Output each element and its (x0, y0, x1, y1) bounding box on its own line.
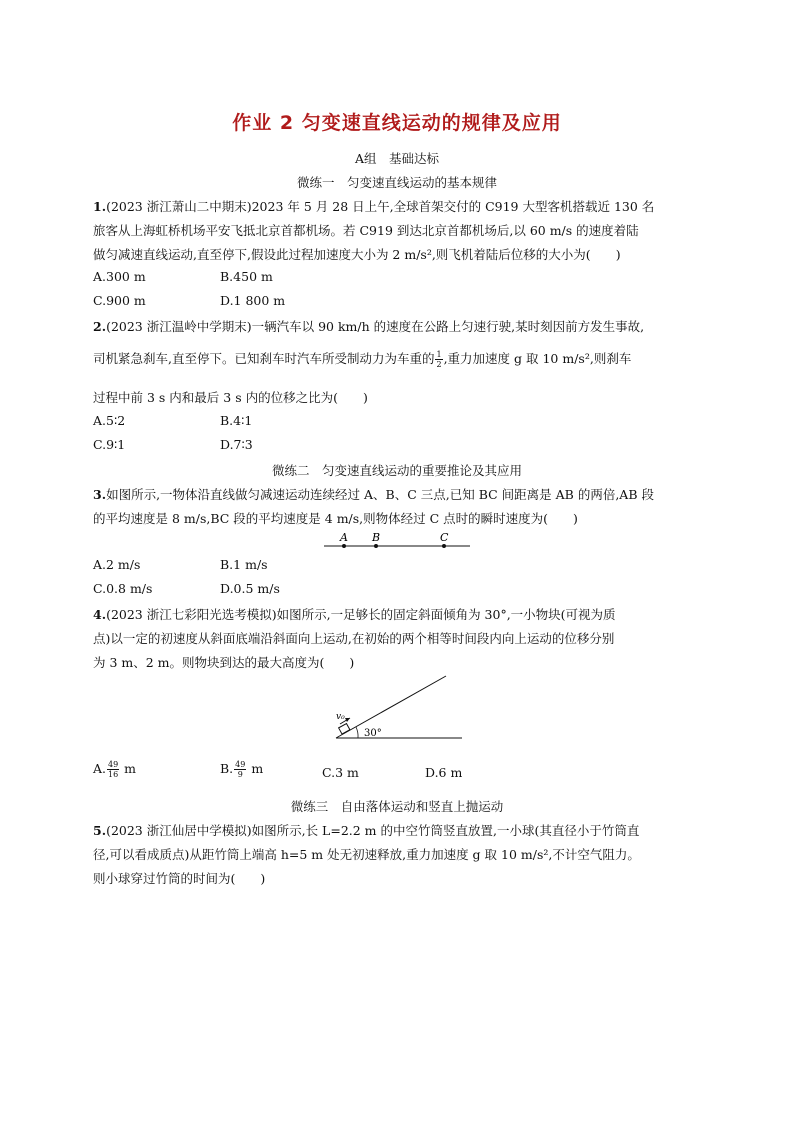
q2-option-d: D.7∶3 (220, 437, 253, 452)
q2-option-a: A.5∶2 (93, 413, 126, 428)
point-c-dot (442, 544, 446, 548)
q5-line-2: 径,可以看成质点)从距竹筒上端高 h=5 m 处无初速释放,重力加速度 g 取 10 m/s²,不计空气阻力。 (93, 847, 640, 862)
v0-label: v₀ (336, 712, 345, 722)
angle-label: 30° (364, 728, 382, 739)
q2-number: 2. (93, 319, 107, 334)
q1-option-c: C.900 m (93, 293, 146, 308)
q1-line-2: 旅客从上海虹桥机场平安飞抵北京首都机场。若 C919 到达北京首都机场后,以 60 m/s 的速度着陆 (93, 223, 639, 238)
incline-line (336, 676, 446, 738)
q3-option-b: B.1 m/s (220, 557, 268, 572)
q3-line-2: 的平均速度是 8 m/s,BC 段的平均速度是 4 m/s,则物体经过 C 点时的瞬时速度为( ) (93, 511, 578, 526)
q4-line-3: 为 3 m、2 m。则物块到达的最大高度为( ) (93, 655, 355, 670)
q1-option-d: D.1 800 m (220, 293, 286, 308)
point-a-dot (342, 544, 346, 548)
q5-number: 5. (93, 823, 107, 838)
q3-line-1: 3.如图所示,一物体沿直线做匀减速运动连续经过 A、B、C 三点,已知 BC 间距离是 AB 的两倍,AB 段 (93, 487, 654, 502)
q2-option-b: B.4∶1 (220, 413, 253, 428)
section-heading-2: 微练二 匀变速直线运动的重要推论及其应用 (271, 463, 522, 478)
point-b-label: B (372, 531, 381, 544)
q2-line-2: 司机紧急刹车,直至停下。已知刹车时汽车所受制动力为车重的 $\frac{1}{2}$ ,重力加速度 g 取 10 m/s²,则刹车 (93, 350, 632, 369)
q3-line-diagram (320, 530, 475, 552)
q1-number: 1. (93, 199, 107, 214)
point-b-dot (374, 544, 378, 548)
q4-line-2: 点)以一定的初速度从斜面底端沿斜面向上运动,在初始的两个相等时间段内向上运动的位移分别 (93, 631, 615, 646)
q2-fraction: $\frac{1}{2}$ (436, 350, 442, 369)
q4-option-c: C.3 m (322, 765, 359, 780)
q4-option-b: B. $\frac{49}{9}$ m (220, 760, 264, 779)
q3-option-a: A.2 m/s (93, 557, 141, 572)
q3-option-c: C.0.8 m/s (93, 581, 153, 596)
q3-option-d: D.0.5 m/s (220, 581, 280, 596)
q5-line-1: 5.(2023 浙江仙居中学模拟)如图所示,长 L=2.2 m 的中空竹筒竖直放置,一小球(其直径小于竹筒直 (93, 823, 640, 838)
point-a-label: A (340, 531, 348, 544)
q1-option-a: A.300 m (93, 269, 146, 284)
q4-option-a: A. $\frac{49}{16}$ m (93, 760, 137, 779)
angle-arc (356, 727, 358, 738)
q3-number: 3. (93, 487, 107, 502)
q2-option-c: C.9∶1 (93, 437, 126, 452)
q4-incline-diagram (328, 672, 468, 744)
section-heading-1: 微练一 匀变速直线运动的基本规律 (296, 175, 497, 190)
q1-line-3: 做匀减速直线运动,直至停下,假设此过程加速度大小为 2 m/s²,则飞机着陆后位移的大小为( ) (93, 247, 621, 262)
section-heading-3: 微练三 自由落体运动和竖直上抛运动 (290, 799, 504, 814)
block-icon (339, 724, 350, 734)
q4-line-1: 4.(2023 浙江七彩阳光选考模拟)如图所示,一足够长的固定斜面倾角为 30°,一小物块(可视为质 (93, 607, 616, 622)
q1-option-b: B.450 m (220, 269, 273, 284)
point-c-label: C (440, 531, 449, 544)
q4-number: 4. (93, 607, 107, 622)
q2-line-3: 过程中前 3 s 内和最后 3 s 内的位移之比为( ) (93, 390, 368, 405)
q2-line-1: 2.(2023 浙江温岭中学期末)一辆汽车以 90 km/h 的速度在公路上匀速行驶,某时刻因前方发生事故, (93, 319, 645, 334)
page-title: 作业 2 匀变速直线运动的规律及应用 (232, 112, 562, 134)
group-heading: A组 基础达标 (354, 151, 440, 166)
q4-option-d: D.6 m (425, 765, 463, 780)
q5-line-3: 则小球穿过竹筒的时间为( ) (93, 871, 266, 886)
q1-line-1: 1.(2023 浙江萧山二中期末)2023 年 5 月 28 日上午,全球首架交付的 C919 大型客机搭载近 130 名 (93, 199, 655, 214)
